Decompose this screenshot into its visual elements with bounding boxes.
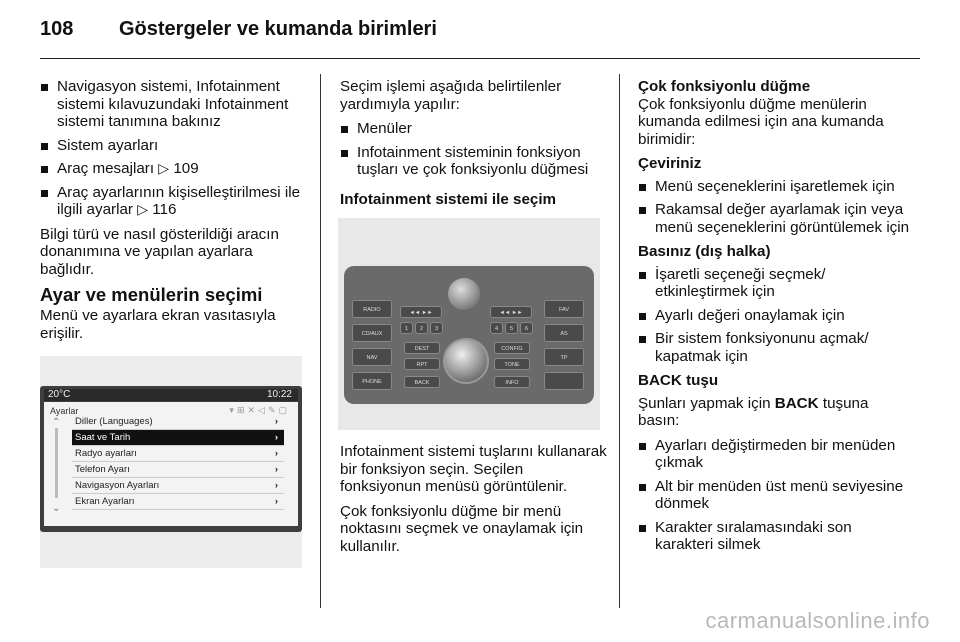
screen-bezel bbox=[40, 386, 302, 532]
col3-bullet: Bir sistem fonksiyonunu açmak/ kapatmak için bbox=[638, 330, 913, 365]
preset-button[interactable]: 5 bbox=[505, 322, 518, 334]
menu-item[interactable] bbox=[72, 430, 284, 446]
column-3 bbox=[638, 78, 913, 561]
rpt-button[interactable]: RPT bbox=[404, 358, 440, 370]
multifunction-knob[interactable] bbox=[443, 338, 489, 384]
panel-button-cdaux[interactable]: CD/AUX bbox=[352, 324, 392, 342]
temperature: 20°C bbox=[48, 389, 71, 400]
panel-button-as[interactable]: AS bbox=[544, 324, 584, 342]
page-ref[interactable]: 109 bbox=[173, 160, 199, 177]
menu-item-label: Saat ve Tarih bbox=[75, 432, 131, 443]
preset-button[interactable]: 2 bbox=[415, 322, 428, 334]
bullet-text: Araç mesajları bbox=[57, 160, 155, 177]
menu-item-label: Ekran Ayarları bbox=[75, 496, 135, 507]
preset-button[interactable]: 3 bbox=[430, 322, 443, 334]
col3-bullet: Menü seçeneklerini işaretlemek için bbox=[638, 178, 913, 196]
chevron-right-icon: › bbox=[274, 432, 278, 443]
watermark: carmanualsonline.info bbox=[705, 608, 930, 633]
col3-bullet-list-2 bbox=[638, 178, 913, 237]
col3-subheading-1: Çok fonksiyonlu düğme bbox=[638, 78, 811, 95]
col2-paragraph-1: Infotainment sistemi tuşlarını kullanarak bir fonksiyon seçin. Seçilen fonksiyonun menüsü görüntülenir. bbox=[340, 443, 607, 495]
col1-bullet-list bbox=[40, 78, 308, 219]
back-button[interactable]: BACK bbox=[404, 376, 440, 388]
scrollbar-track[interactable] bbox=[55, 428, 58, 498]
screen-display bbox=[44, 402, 298, 526]
menu-item[interactable] bbox=[72, 478, 284, 494]
menu-item-label: Navigasyon Ayarları bbox=[75, 480, 160, 491]
menu-item[interactable] bbox=[72, 494, 284, 510]
col2-bullet: Menüler bbox=[340, 120, 608, 138]
col3-bullet: Rakamsal değer ayarlamak için veya menü seçeneklerini görüntülemek için bbox=[638, 201, 913, 236]
bullet-text: Araç ayarlarının kişiselleştirilmesi ile ilgili ayarlar bbox=[57, 183, 301, 218]
col1-intro: Menü ve ayarlara ekran vasıtasıyla erişilir. bbox=[40, 307, 276, 342]
page-ref-arrow-icon: ▷ bbox=[137, 201, 148, 217]
col3-bullet-list-4 bbox=[638, 437, 913, 554]
preset-button[interactable]: 6 bbox=[520, 322, 533, 334]
panel-button-radio[interactable]: RADIO bbox=[352, 300, 392, 318]
col3-paragraph-1: Çok fonksiyonlu düğme menülerin kumanda edilmesi için ana kumanda birimidir: bbox=[638, 95, 884, 148]
col3-subheading-4: BACK tuşu bbox=[638, 372, 719, 389]
col3-bullet: İşaretli seçeneği seçmek/ etkinleştirmek için bbox=[638, 266, 913, 301]
text-part: Şunları yapmak için bbox=[638, 394, 775, 412]
panel-button-nav[interactable]: NAV bbox=[352, 348, 392, 366]
panel-button-phone[interactable]: PHONE bbox=[352, 372, 392, 390]
panel-button-fav[interactable]: FAV bbox=[544, 300, 584, 318]
chevron-right-icon: › bbox=[274, 448, 278, 459]
menu-item[interactable] bbox=[72, 462, 284, 478]
header-rule bbox=[40, 58, 920, 59]
seek-right-button[interactable]: ◄◄ ►► bbox=[490, 306, 532, 318]
col2-paragraph-2: Çok fonksiyonlu düğme bir menü noktasını seçmek ve onaylamak için kullanılır. bbox=[340, 502, 584, 555]
back-key-label: BACK bbox=[774, 394, 819, 412]
page-header bbox=[40, 18, 920, 50]
col1-bullet: Navigasyon sistemi, Infotainment sistemi kılavuzundaki Infotainment sistemi tanımına bakınız bbox=[40, 78, 308, 131]
column-1 bbox=[40, 78, 308, 514]
panel-button-blank[interactable] bbox=[544, 372, 584, 390]
scroll-down-icon[interactable]: ⌄ bbox=[52, 503, 61, 514]
page-number: 108 bbox=[40, 18, 74, 40]
menu-title: Ayarlar bbox=[50, 406, 79, 416]
menu-item[interactable] bbox=[72, 446, 284, 462]
col2-bullet-list bbox=[340, 120, 608, 179]
col3-bullet: Alt bir menüden üst menü seviyesine dönmek bbox=[638, 478, 913, 513]
menu-item-label: Diller (Languages) bbox=[75, 416, 153, 427]
chevron-right-icon: › bbox=[274, 416, 278, 427]
text-part: tuşuna basın: bbox=[638, 394, 869, 429]
column-2 bbox=[340, 78, 608, 562]
col3-bullet: Karakter sıralamasındaki son karakteri silmek bbox=[638, 519, 913, 554]
col2-bullet: Infotainment sisteminin fonksiyon tuşları ve çok fonksiyonlu düğmesi bbox=[340, 144, 608, 179]
panel-button-tp[interactable]: TP bbox=[544, 348, 584, 366]
column-divider-2 bbox=[619, 74, 620, 608]
settings-screen-figure bbox=[40, 356, 302, 568]
col3-subheading-3: Basınız (dış halka) bbox=[638, 243, 771, 260]
menu-item-label: Telefon Ayarı bbox=[75, 464, 130, 475]
col3-paragraph-4 bbox=[638, 395, 913, 430]
chevron-right-icon: › bbox=[274, 464, 278, 475]
chevron-right-icon: › bbox=[274, 496, 278, 507]
clock: 10:22 bbox=[266, 389, 292, 400]
toolbar-icons: ▾⊞✕◁✎▢ bbox=[229, 405, 290, 415]
seek-left-button[interactable]: ◄◄ ►► bbox=[400, 306, 442, 318]
infotainment-panel-figure bbox=[338, 218, 600, 430]
col1-bullet bbox=[40, 184, 308, 219]
menu-item[interactable] bbox=[72, 414, 284, 430]
col3-bullet: Ayarları değiştirmeden bir menüden çıkmak bbox=[638, 437, 913, 472]
tone-button[interactable]: TONE bbox=[494, 358, 530, 370]
col3-bullet: Ayarlı değeri onaylamak için bbox=[638, 307, 913, 325]
preset-button[interactable]: 4 bbox=[490, 322, 503, 334]
screen-status-bar bbox=[44, 389, 298, 401]
column-divider-1 bbox=[320, 74, 321, 608]
section-heading: Ayar ve menülerin seçimi bbox=[40, 284, 263, 305]
scroll-up-icon[interactable]: ⌃ bbox=[52, 417, 61, 428]
dest-button[interactable]: DEST bbox=[404, 342, 440, 354]
page-ref-arrow-icon: ▷ bbox=[158, 160, 170, 176]
col3-subheading-2: Çeviriniz bbox=[638, 155, 702, 172]
col2-subheading: Infotainment sistemi ile seçim bbox=[340, 190, 557, 208]
menu-item-label: Radyo ayarları bbox=[75, 448, 137, 459]
preset-button[interactable]: 1 bbox=[400, 322, 413, 334]
menu-list bbox=[72, 414, 284, 510]
page-ref[interactable]: 116 bbox=[152, 201, 177, 218]
col1-paragraph: Bilgi türü ve nasıl gösterildiği aracın donanımına ve yapılan ayarlara bağlıdır. bbox=[40, 225, 279, 278]
col2-intro: Seçim işlemi aşağıda belirtilenler yardımıyla yapılır: bbox=[340, 78, 562, 113]
volume-knob[interactable] bbox=[448, 278, 480, 310]
col1-bullet bbox=[40, 160, 308, 178]
chevron-right-icon: › bbox=[274, 480, 278, 491]
info-button[interactable]: INFO bbox=[494, 376, 530, 388]
col3-bullet-list-3 bbox=[638, 266, 913, 366]
config-button[interactable]: CONFIG bbox=[494, 342, 530, 354]
page-title: Göstergeler ve kumanda birimleri bbox=[119, 18, 437, 40]
col1-bullet: Sistem ayarları bbox=[40, 137, 308, 155]
